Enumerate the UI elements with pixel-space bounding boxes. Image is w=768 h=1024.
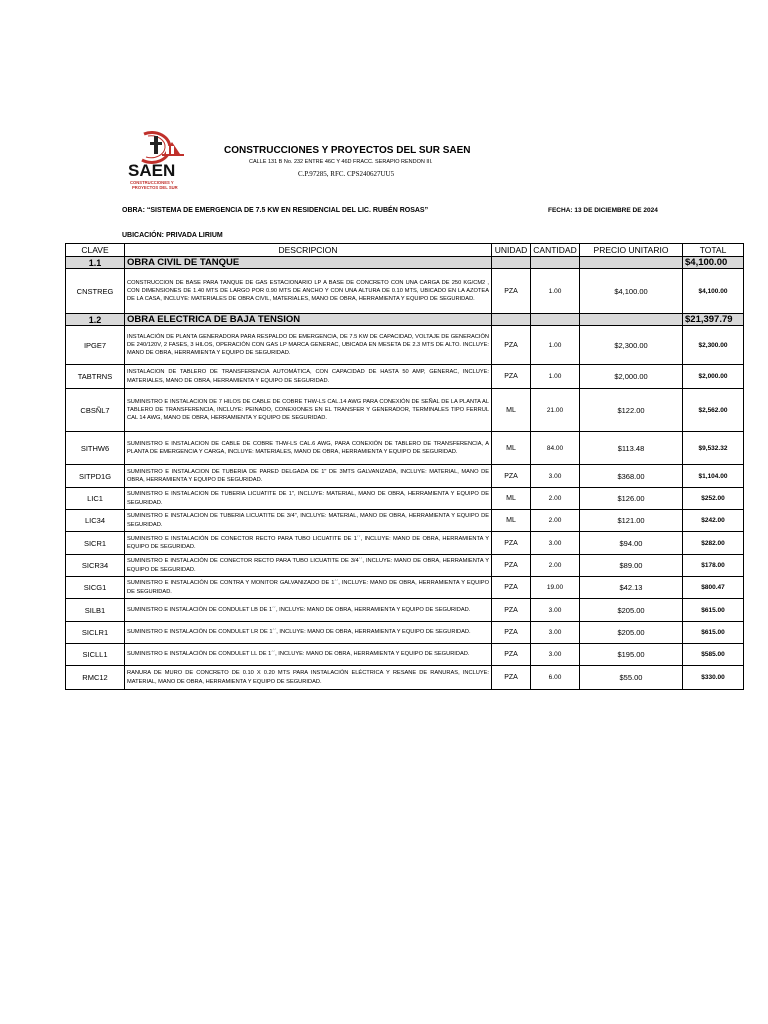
- item-unidad: ML: [492, 488, 531, 510]
- item-description: SUMINISTRO E INSTALACIÓN DE CONDULET LL DE 1´´, INCLUYE: MANO DE OBRA, HERRAMIENTA Y EQUIPO DE SEGURIDAD.: [125, 644, 492, 666]
- col-total: TOTAL: [683, 244, 744, 257]
- table-row: [66, 488, 744, 510]
- item-description: SUMINISTRO E INSTALACIÓN DE CONECTOR RECTO PARA TUBO LICUATITE DE 1´´, INCLUYE: MANO DE OBRA, HERRAMIENTA Y EQUIPO DE SEGURIDAD.: [125, 532, 492, 555]
- item-total: $2,000.00: [683, 365, 744, 389]
- company-rfc: C.P.97285, RFC. CPS240627UU5: [298, 170, 395, 178]
- item-total: $4,100.00: [683, 269, 744, 314]
- item-clave: TABTRNS: [66, 365, 125, 389]
- table-row: [66, 326, 744, 365]
- item-precio: $4,100.00: [580, 269, 683, 314]
- item-total: $242.00: [683, 510, 744, 532]
- logo-subtext-1: CONSTRUCCIONES Y: [130, 180, 174, 185]
- item-description: SUMINISTRO E INSTALACION DE CABLE DE COBRE THW-LS CAL.6 AWG, PARA CONEXIÓN DE TABLERO DE TRANSFERENCIA, A PLANTA DE EMERGENCIA Y CARGA, INCLUYE: MATERIALES, MANO DE OBRA, HERRAMIENTA Y EQUIPO DE SEGURIDAD.: [125, 432, 492, 465]
- table-row: [66, 622, 744, 644]
- col-clave: CLAVE: [66, 244, 125, 257]
- table-row: [66, 532, 744, 555]
- item-precio: $42.13: [580, 577, 683, 599]
- obra-title: OBRA: “SISTEMA DE EMERGENCIA DE 7.5 KW EN RESIDENCIAL DEL LIC. RUBÉN ROSAS”: [122, 207, 429, 214]
- section-empty: [492, 314, 531, 326]
- table-row: [66, 510, 744, 532]
- item-precio: $195.00: [580, 644, 683, 666]
- item-precio: $2,300.00: [580, 326, 683, 365]
- item-clave: SICLL1: [66, 644, 125, 666]
- logo-text: SAEN: [128, 161, 176, 180]
- fecha: FECHA: 13 DE DICIEMBRE DE 2024: [548, 207, 658, 214]
- item-description: CONSTRUCCION DE BASE PARA TANQUE DE GAS ESTACIONARIO LP A BASE DE CONCRETO CON UNA CARGA DE 250 KG/CM2 , CON DIMENSIONES DE 1.40 MTS DE LARGO POR 0.90 MTS DE ANCHO Y CON UNA ALTURA DE 0.10 MTS, UBICADO EN LA AZOTEA DE LA CASA, INCLUYE: MATERIALES DE OBRA CIVIL, MATERIALES, MANO DE OBRA, HERRAMIENTA Y EQUIPO DE SEGURIDAD.: [125, 269, 492, 314]
- company-name: CONSTRUCCIONES Y PROYECTOS DEL SUR SAEN: [224, 145, 471, 156]
- section-empty: [580, 314, 683, 326]
- section-total: $4,100.00: [683, 257, 744, 269]
- item-total: $9,532.32: [683, 432, 744, 465]
- section-name: OBRA CIVIL DE TANQUE: [125, 257, 492, 269]
- item-precio: $89.00: [580, 555, 683, 577]
- table-row: [66, 599, 744, 622]
- section-name: OBRA ELECTRICA DE BAJA TENSION: [125, 314, 492, 326]
- item-description: SUMINISTRO E INSTALACION DE TUBERIA LICUATITE DE 1", INCLUYE: MATERIAL, MANO DE OBRA, HERRAMIENTA Y EQUIPO DE SEGURIDAD.: [125, 488, 492, 510]
- item-cantidad: 3.00: [531, 465, 580, 488]
- item-unidad: PZA: [492, 326, 531, 365]
- item-cantidad: 6.00: [531, 666, 580, 690]
- col-descripcion: DESCRIPCION: [125, 244, 492, 257]
- item-unidad: ML: [492, 510, 531, 532]
- item-clave: SILB1: [66, 599, 125, 622]
- item-clave: SITPD1G: [66, 465, 125, 488]
- section-row: [66, 257, 744, 269]
- item-clave: SITHW6: [66, 432, 125, 465]
- col-cantidad: CANTIDAD: [531, 244, 580, 257]
- item-clave: SICG1: [66, 577, 125, 599]
- table-row: [66, 555, 744, 577]
- item-cantidad: 1.00: [531, 326, 580, 365]
- item-unidad: PZA: [492, 622, 531, 644]
- table-header-row: [66, 244, 744, 257]
- col-precio: PRECIO UNITARIO: [580, 244, 683, 257]
- item-unidad: ML: [492, 432, 531, 465]
- item-total: $252.00: [683, 488, 744, 510]
- item-precio: $126.00: [580, 488, 683, 510]
- item-clave: CNSTREG: [66, 269, 125, 314]
- item-cantidad: 3.00: [531, 644, 580, 666]
- item-total: $585.00: [683, 644, 744, 666]
- item-total: $1,104.00: [683, 465, 744, 488]
- item-precio: $94.00: [580, 532, 683, 555]
- item-description: SUMINISTRO E INSTALACION DE TUBERIA DE PARED DELGADA DE 1" DE 3MTS GALVANIZADA, INCLUYE: MATERIAL, MANO DE OBRA, HERRAMIENTA Y EQUIPO DE SEGURIDAD.: [125, 465, 492, 488]
- item-unidad: PZA: [492, 532, 531, 555]
- item-total: $330.00: [683, 666, 744, 690]
- item-clave: IPGE7: [66, 326, 125, 365]
- table-row: [66, 269, 744, 314]
- item-precio: $55.00: [580, 666, 683, 690]
- item-total: $615.00: [683, 622, 744, 644]
- item-cantidad: 3.00: [531, 532, 580, 555]
- item-total: $282.00: [683, 532, 744, 555]
- item-precio: $205.00: [580, 622, 683, 644]
- item-unidad: PZA: [492, 644, 531, 666]
- section-code: 1.1: [66, 257, 125, 269]
- item-precio: $113.48: [580, 432, 683, 465]
- item-unidad: ML: [492, 389, 531, 432]
- budget-table: [65, 243, 744, 690]
- item-cantidad: 2.00: [531, 488, 580, 510]
- item-unidad: PZA: [492, 577, 531, 599]
- item-cantidad: 1.00: [531, 269, 580, 314]
- section-empty: [531, 257, 580, 269]
- item-cantidad: 3.00: [531, 599, 580, 622]
- item-total: $800.47: [683, 577, 744, 599]
- company-logo: [124, 124, 208, 192]
- table-row: [66, 432, 744, 465]
- item-clave: CBSÑL7: [66, 389, 125, 432]
- item-cantidad: 84.00: [531, 432, 580, 465]
- item-description: RANURA DE MURO DE CONCRETO DE 0.10 X 0.20 MTS PARA INSTALACIÓN ELÉCTRICA Y RESANE DE RANURAS, INCLUYE: MATERIAL, MANO DE OBRA, HERRAMIENTA Y EQUIPO DE SEGURIDAD.: [125, 666, 492, 690]
- item-description: INSTALACIÓN DE PLANTA GENERADORA PARA RESPALDO DE EMERGENCIA, DE 7.5 KW DE CAPACIDAD, VOLTAJE DE GENERACIÓN DE 240/120V, 2 FASES, 3 HILOS, OPERACIÓN CON GAS LP MARCA GENERAC, UBICADA EN MESETA DE 2.3 MTS DE ALTO. INCLUYE: MANO DE OBRA, HERRAMIENTA Y EQUIPO DE SEGURIDAD.: [125, 326, 492, 365]
- section-total: $21,397.79: [683, 314, 744, 326]
- item-total: $178.00: [683, 555, 744, 577]
- item-unidad: PZA: [492, 666, 531, 690]
- table-row: [66, 465, 744, 488]
- item-unidad: PZA: [492, 555, 531, 577]
- item-clave: RMC12: [66, 666, 125, 690]
- item-unidad: PZA: [492, 599, 531, 622]
- item-precio: $2,000.00: [580, 365, 683, 389]
- item-clave: SICR1: [66, 532, 125, 555]
- section-empty: [580, 257, 683, 269]
- item-total: $2,562.00: [683, 389, 744, 432]
- item-cantidad: 2.00: [531, 510, 580, 532]
- table-row: [66, 666, 744, 690]
- item-unidad: PZA: [492, 465, 531, 488]
- item-precio: $368.00: [580, 465, 683, 488]
- item-cantidad: 1.00: [531, 365, 580, 389]
- col-unidad: UNIDAD: [492, 244, 531, 257]
- item-precio: $121.00: [580, 510, 683, 532]
- section-empty: [492, 257, 531, 269]
- item-description: SUMINISTRO E INSTALACIÓN DE CONTRA Y MONITOR GALVANIZADO DE 1´´, INCLUYE: MANO DE OBRA, HERRAMIENTA Y EQUIPO DE SEGURIDAD.: [125, 577, 492, 599]
- item-description: SUMINISTRO E INSTALACION DE TUBERIA LICUATITE DE 3/4", INCLUYE: MATERIAL, MANO DE OBRA, HERRAMIENTA Y EQUIPO DE SEGURIDAD.: [125, 510, 492, 532]
- table-row: [66, 365, 744, 389]
- item-cantidad: 21.00: [531, 389, 580, 432]
- item-cantidad: 3.00: [531, 622, 580, 644]
- item-description: SUMINISTRO E INSTALACIÓN DE CONECTOR RECTO PARA TUBO LICUATITE DE 3/4´´, INCLUYE: MANO DE OBRA, HERRAMIENTA Y EQUIPO DE SEGURIDAD.: [125, 555, 492, 577]
- item-total: $2,300.00: [683, 326, 744, 365]
- item-clave: SICR34: [66, 555, 125, 577]
- item-clave: LIC34: [66, 510, 125, 532]
- item-description: SUMINISTRO E INSTALACION DE 7 HILOS DE CABLE DE COBRE THW-LS CAL.14 AWG PARA CONEXIÓN DE SEÑAL DE LA PLANTA AL TABLERO DE TRANSFERENCIA, INCLUYE: PEINADO, CONEXIONES EN EL TRANSFER Y GENERADOR, TERMINALES TIPO FERRUL CAL 14 AWG, MANO DE OBRA, HERRAMIENTA Y EQUIPO DE SEGURIDAD.: [125, 389, 492, 432]
- table-row: [66, 389, 744, 432]
- table-row: [66, 644, 744, 666]
- item-precio: $122.00: [580, 389, 683, 432]
- item-unidad: PZA: [492, 365, 531, 389]
- ubicacion: UBICACIÓN: PRIVADA LIRIUM: [122, 232, 223, 239]
- item-description: SUMINISTRO E INSTALACIÓN DE CONDULET LR DE 1´´, INCLUYE: MANO DE OBRA, HERRAMIENTA Y EQUIPO DE SEGURIDAD.: [125, 622, 492, 644]
- item-description: SUMINISTRO E INSTALACIÓN DE CONDULET LB DE 1´´, INCLUYE: MANO DE OBRA, HERRAMIENTA Y EQUIPO DE SEGURIDAD.: [125, 599, 492, 622]
- item-clave: SICLR1: [66, 622, 125, 644]
- item-unidad: PZA: [492, 269, 531, 314]
- item-description: INSTALACION DE TABLERO DE TRANSFERENCIA AUTOMÁTICA, CON CAPACIDAD DE HASTA 50 AMP, GENERAC, INCLUYE: MATERIALES, MANO DE OBRA, HERRAMIENTA Y EQUIPO DE SEGURIDAD.: [125, 365, 492, 389]
- table-row: [66, 577, 744, 599]
- item-cantidad: 19.00: [531, 577, 580, 599]
- item-total: $615.00: [683, 599, 744, 622]
- logo-subtext-2: PROYECTOS DEL SUR: [132, 185, 178, 190]
- company-address: CALLE 131 B No. 232 ENTRE 46C Y 46D FRACC. SERAPIO RENDON III.: [249, 159, 433, 165]
- section-code: 1.2: [66, 314, 125, 326]
- item-precio: $205.00: [580, 599, 683, 622]
- item-clave: LIC1: [66, 488, 125, 510]
- section-empty: [531, 314, 580, 326]
- item-cantidad: 2.00: [531, 555, 580, 577]
- section-row: [66, 314, 744, 326]
